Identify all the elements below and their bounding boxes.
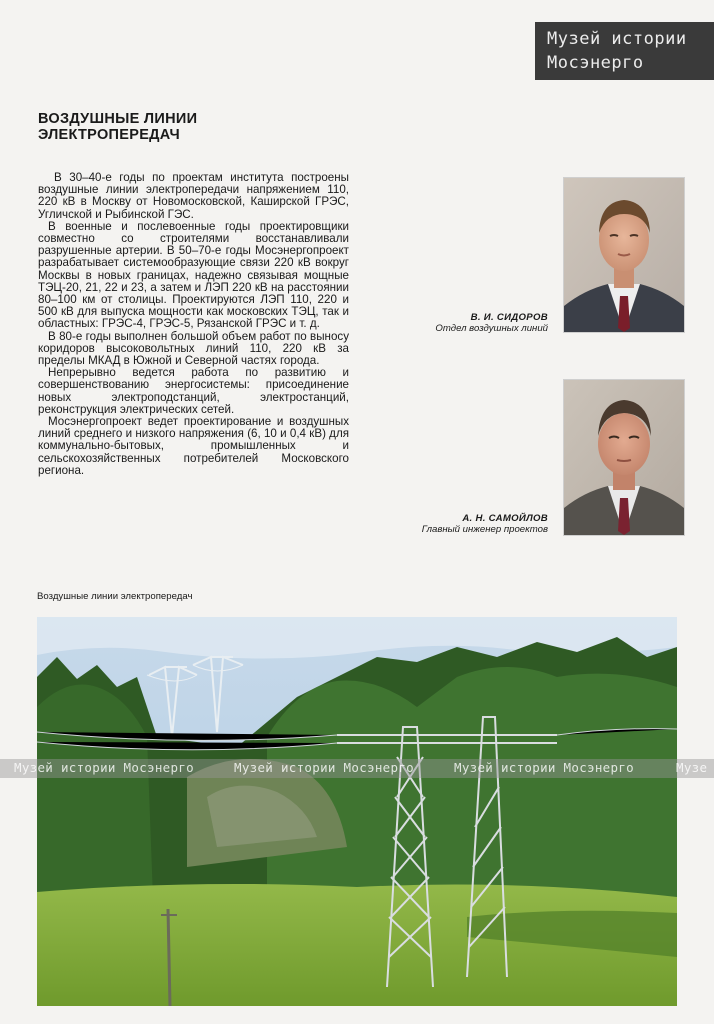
- paragraph-4: Непрерывно ведется работа по развитию и совершенствованию энергосистемы: присоединение новых электроподстанций, электростанций, реконструкция электрических сетей.: [38, 366, 349, 416]
- portrait-sidorov: [563, 177, 685, 333]
- section-heading-line2: ЭЛЕКТРОПЕРЕДАЧ: [38, 127, 180, 143]
- paragraph-1: В 30–40-е годы по проектам института построены воздушные линии электропередачи напряжением 110, 220 кВ в Москву от Новомосковской, Каширской ГРЭС, Угличской и Рыбинской ГЭС.: [38, 171, 349, 221]
- watermark-text-3: Музей истории Мосэнерго: [454, 760, 634, 775]
- landscape-photo-caption: Воздушные линии электропередач: [37, 591, 193, 602]
- caption-samoylov: [328, 513, 548, 535]
- person-name-samoylov: А. Н. САМОЙЛОВ: [462, 513, 548, 524]
- body-text: [38, 172, 349, 477]
- watermark-text-partial: Музе: [676, 760, 708, 775]
- museum-logo-line1: Музей истории: [547, 29, 687, 49]
- museum-logo-badge: [535, 22, 714, 80]
- watermark-text-1: Музей истории Мосэнерго: [14, 760, 194, 775]
- paragraph-3: В 80-е годы выполнен большой объем работ по выносу коридоров высоковольтных линий 110, 220 кВ за пределы МКАД в Южной и Северной частях города.: [38, 329, 349, 368]
- watermark-text-2: Музей истории Мосэнерго: [234, 760, 414, 775]
- paragraph-5: Мосэнергопроект ведет проектирование и воздушных линий среднего и низкого напряжения (6, 10 и 0,4 кВ) для коммунально-бытовых, промышленных и сельскохозяйственных потребителей Московского региона.: [38, 415, 349, 477]
- section-heading: [38, 111, 298, 143]
- person-role-sidorov: Отдел воздушных линий: [435, 323, 548, 334]
- paragraph-2: В военные и послевоенные годы проектировщики совместно со строителями восстанавливали разрушенные артерии. В 50–70-е годы Мосэнергопроект разрабатывает системообразующие связи 220 кВ вокруг Москвы в новых границах, надежно связывая мощные ТЭЦ-20, 21, 22 и 23, а затем и ЛЭП 220 кВ на расстоянии 80–100 км от столицы. Проектируются ЛЭП 110, 220 и 500 кВ для выпуска мощности как московских ТЭЦ, так и областных: ГРЭС-4, ГРЭС-5, Рязанской ГРЭС и т. д.: [38, 219, 349, 331]
- person-name-sidorov: В. И. СИДОРОВ: [470, 312, 548, 323]
- caption-sidorov: [328, 312, 548, 334]
- section-heading-line1: ВОЗДУШНЫЕ ЛИНИИ: [38, 111, 198, 127]
- portrait-samoylov: [563, 379, 685, 536]
- power-lines-landscape-photo: [37, 617, 677, 1006]
- person-role-samoylov: Главный инженер проектов: [421, 524, 548, 535]
- museum-logo-line2: Мосэнерго: [547, 53, 644, 73]
